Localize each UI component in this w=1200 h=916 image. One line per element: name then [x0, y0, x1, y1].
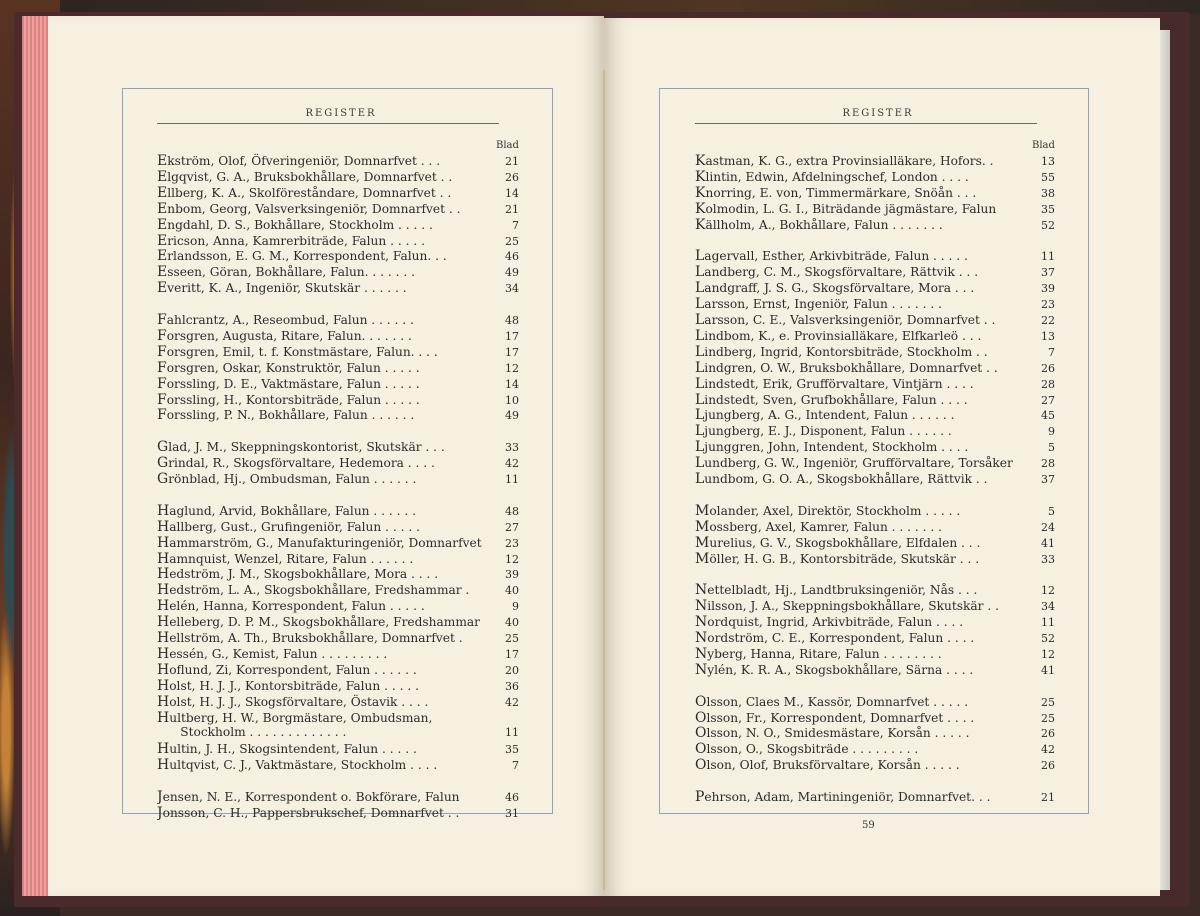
register-entry	[157, 217, 519, 233]
entry-page-number: 35	[1041, 202, 1055, 216]
entry-name: Olsson, N. O., Smidesmästare, Korsån . . . . .	[695, 725, 970, 742]
entry-name: Holst, H. J. J., Skogsförvaltare, Östavik . . . .	[157, 693, 429, 710]
entry-page-number: 39	[1041, 282, 1055, 296]
register-entry	[695, 757, 1055, 773]
entry-name: Lindstedt, Sven, Grufbokhållare, Falun . . . .	[695, 391, 968, 408]
entry-page-number: 12	[1041, 584, 1055, 598]
right-page-header: REGISTER	[842, 108, 914, 119]
register-entry	[695, 360, 1055, 376]
register-entry	[695, 153, 1055, 169]
register-entry	[157, 153, 519, 169]
entry-page-number: 7	[512, 759, 519, 773]
entry-page-number: 26	[505, 170, 519, 184]
entry-page-number: 41	[1041, 663, 1055, 677]
entry-name: Landgraff, J. S. G., Skogsförvaltare, Mora . . .	[695, 280, 975, 297]
register-entry	[157, 725, 519, 741]
register-entry	[157, 471, 519, 487]
register-entry	[695, 614, 1055, 630]
entry-page-number: 20	[505, 663, 519, 677]
register-entry	[157, 694, 519, 710]
register-entry	[157, 535, 519, 551]
entry-page-number: 33	[1041, 552, 1055, 566]
entry-page-number: 25	[505, 234, 519, 248]
entry-name: Holst, H. J. J., Kontorsbiträde, Falun . . . . .	[157, 677, 419, 694]
entry-name: Ljungberg, E. J., Disponent, Falun . . . . . .	[695, 423, 952, 440]
register-entry	[157, 566, 519, 582]
entry-page-number: 28	[1041, 377, 1055, 391]
entry-name: Haglund, Arvid, Bokhållare, Falun . . . . . .	[157, 502, 417, 519]
entry-page-number: 14	[505, 377, 519, 391]
entry-name: Hedström, J. M., Skogsbokhållare, Mora . . . .	[157, 566, 439, 583]
register-entry	[157, 185, 519, 201]
entry-page-number: 37	[1041, 266, 1055, 280]
entry-name: Klintin, Edwin, Afdelningschef, London . . . .	[695, 168, 969, 185]
register-entry	[157, 662, 519, 678]
entry-name: Forssling, D. E., Vaktmästare, Falun . . . . .	[157, 375, 420, 392]
entry-page-number: 41	[1041, 536, 1055, 550]
register-entry	[157, 710, 519, 726]
entry-page-number: 17	[505, 345, 519, 359]
register-entry	[695, 328, 1055, 344]
register-entry	[695, 694, 1055, 710]
register-entry	[695, 376, 1055, 392]
entry-page-number: 48	[505, 314, 519, 327]
entry-name: Nordquist, Ingrid, Arkivbiträde, Falun . . . .	[695, 614, 964, 631]
entry-name: Everitt, K. A., Ingeniör, Skutskär . . . . . .	[157, 280, 407, 297]
entry-name: Lindgren, O. W., Bruksbokhållare, Domnarfvet . .	[695, 359, 998, 376]
entry-name: Knorring, E. von, Timmermärkare, Snöån . . .	[695, 184, 977, 201]
entry-page-number: 52	[1041, 632, 1055, 645]
entry-name: Olson, Olof, Bruksförvaltare, Korsån . . . . .	[695, 757, 960, 774]
register-entry	[157, 201, 519, 217]
entry-name: Hultqvist, C. J., Vaktmästare, Stockholm . . . .	[157, 757, 438, 774]
entry-name: Ericson, Anna, Kamrerbiträde, Falun . . . . .	[157, 232, 425, 249]
entry-page-number: 34	[1041, 600, 1055, 614]
register-entry	[157, 407, 519, 423]
register-entry	[157, 757, 519, 773]
entry-page-number: 39	[505, 568, 519, 582]
register-entry	[695, 535, 1055, 551]
binding-thread	[601, 70, 607, 890]
entry-name: Forssling, H., Kontorsbiträde, Falun . . . . .	[157, 391, 420, 408]
entry-name: Grönblad, Hj., Ombudsman, Falun . . . . . .	[157, 471, 417, 487]
entry-page-number: 25	[505, 632, 519, 645]
entry-page-number: 10	[505, 393, 519, 407]
entry-name: Lindberg, Ingrid, Kontorsbiträde, Stockholm . .	[695, 343, 988, 360]
entry-page-number: 12	[505, 361, 519, 375]
entry-page-number: 42	[505, 457, 519, 471]
register-entry	[157, 741, 519, 757]
left-header-rule	[157, 123, 499, 124]
entry-page-number: 11	[1041, 250, 1055, 264]
entry-page-number: 45	[1041, 409, 1055, 423]
entry-name: Pehrson, Adam, Martiningeniör, Domnarfvet. . .	[695, 789, 991, 805]
entry-page-number: 11	[505, 726, 519, 740]
entry-page-number: 49	[505, 409, 519, 423]
register-entry	[695, 630, 1055, 646]
register-entry	[157, 392, 519, 408]
entry-page-number: 42	[1041, 743, 1055, 757]
entry-name: Lundberg, G. W., Ingeniör, Grufförvaltare, Torsåker	[695, 455, 1013, 472]
entry-name: Larsson, C. E., Valsverksingeniör, Domnarfvet . .	[695, 312, 996, 328]
entry-page-number: 5	[1048, 441, 1055, 455]
register-entry	[157, 630, 519, 646]
entry-page-number: 38	[1041, 186, 1055, 200]
entry-page-number: 9	[1048, 425, 1055, 439]
register-entry	[157, 789, 519, 805]
entry-page-number: 22	[1041, 314, 1055, 327]
register-entry	[157, 678, 519, 694]
entry-page-number: 13	[1041, 329, 1055, 343]
register-entry	[157, 376, 519, 392]
entry-name: Lagervall, Esther, Arkivbiträde, Falun . . . . .	[695, 248, 968, 265]
entry-page-number: 49	[505, 266, 519, 280]
entry-name: Möller, H. G. B., Kontorsbiträde, Skutskär . . .	[695, 550, 980, 567]
entry-name: Forssling, P. N., Bokhållare, Falun . . . . . .	[157, 407, 415, 424]
entry-name: Hamnquist, Wenzel, Ritare, Falun . . . . . .	[157, 550, 414, 567]
entry-name: Hammarström, G., Manufakturingeniör, Domnarfvet	[157, 534, 482, 551]
entry-page-number: 48	[505, 504, 519, 518]
entry-page-number: 26	[1041, 361, 1055, 375]
register-entry	[157, 312, 519, 328]
entry-page-number: 42	[505, 695, 519, 709]
register-entry	[157, 614, 519, 630]
entry-page-number: 40	[505, 616, 519, 630]
register-entry	[695, 439, 1055, 455]
register-entry	[695, 725, 1055, 741]
entry-page-number: 46	[505, 250, 519, 264]
entry-name: Hultberg, H. W., Borgmästare, Ombudsman,	[157, 709, 433, 726]
register-entry	[695, 185, 1055, 201]
entry-name: Esseen, Göran, Bokhållare, Falun. . . . . . .	[157, 264, 416, 281]
entry-page-number: 36	[505, 679, 519, 693]
right-header-rule	[695, 123, 1037, 124]
entry-name: Engdahl, D. S., Bokhållare, Stockholm . . . . .	[157, 216, 433, 233]
entry-page-number: 33	[505, 441, 519, 455]
page-number: 59	[862, 820, 875, 831]
entry-name: Forsgren, Augusta, Ritare, Falun. . . . . . .	[157, 327, 412, 344]
entry-name: Hallberg, Gust., Grufingeniör, Falun . . . . .	[157, 518, 420, 535]
register-entry	[157, 646, 519, 662]
entry-page-number: 12	[505, 552, 519, 566]
register-entry	[157, 328, 519, 344]
entry-name: Murelius, G. V., Skogsbokhållare, Elfdalen . . .	[695, 534, 981, 551]
entry-name: Jensen, N. E., Korrespondent o. Bokförare, Falun	[157, 789, 460, 805]
register-entry	[695, 598, 1055, 614]
entry-name: Källholm, A., Bokhållare, Falun . . . . . . .	[695, 216, 943, 233]
entry-name: Molander, Axel, Direktör, Stockholm . . . . .	[695, 502, 961, 519]
register-entry	[695, 344, 1055, 360]
entry-page-number: 24	[1041, 520, 1055, 534]
entry-page-number: 34	[505, 282, 519, 296]
register-entry	[695, 248, 1055, 264]
entry-page-number: 37	[1041, 473, 1055, 486]
entry-name: Ljunggren, John, Intendent, Stockholm . . . .	[695, 439, 969, 456]
entry-name: Hoflund, Zi, Korrespondent, Falun . . . . . .	[157, 661, 417, 678]
register-entry	[695, 264, 1055, 280]
entry-page-number: 26	[1041, 759, 1055, 773]
entry-name: Enbom, Georg, Valsverksingeniör, Domnarfvet . .	[157, 200, 461, 217]
register-entry	[695, 296, 1055, 312]
register-entry	[157, 519, 519, 535]
register-entry	[157, 344, 519, 360]
entry-name: Landberg, C. M., Skogsförvaltare, Rättvik . . .	[695, 264, 979, 281]
entry-page-number: 52	[1041, 218, 1055, 232]
entry-page-number: 23	[1041, 298, 1055, 312]
entry-name: Kolmodin, L. G. I., Biträdande jägmästare, Falun	[695, 200, 997, 217]
register-entry	[157, 598, 519, 614]
entry-page-number: 27	[1041, 393, 1055, 407]
entry-name: Nordström, C. E., Korrespondent, Falun . . . .	[695, 630, 975, 646]
entry-name: Erlandsson, E. G. M., Korrespondent, Falun. . .	[157, 248, 447, 265]
entry-name: Lindstedt, Erik, Grufförvaltare, Vintjärn . . . .	[695, 375, 974, 392]
entry-name: Hedström, L. A., Skogsbokhållare, Fredshammar .	[157, 582, 470, 599]
right-blad-label: Blad	[1032, 140, 1055, 151]
register-entry	[695, 392, 1055, 408]
register-entry	[695, 551, 1055, 567]
entry-page-number: 12	[1041, 647, 1055, 661]
entry-page-number: 55	[1041, 170, 1055, 184]
entry-page-number: 21	[505, 202, 519, 216]
entry-name: Ekström, Olof, Öfveringeniör, Domnarfvet . . .	[157, 153, 441, 169]
entry-page-number: 17	[505, 329, 519, 343]
entry-page-number: 9	[512, 600, 519, 614]
register-entry	[695, 423, 1055, 439]
register-entry	[695, 519, 1055, 535]
entry-name: Nylén, K. R. A., Skogsbokhållare, Särna . . . .	[695, 661, 974, 678]
register-entry	[695, 407, 1055, 423]
entry-page-number: 11	[505, 473, 519, 486]
left-blad-label: Blad	[496, 140, 519, 151]
entry-name: Stockholm . . . . . . . . . . . . .	[157, 725, 347, 740]
register-entry	[157, 280, 519, 296]
entry-name: Helleberg, D. P. M., Skogsbokhållare, Fredshammar	[157, 614, 480, 631]
entry-page-number: 14	[505, 186, 519, 200]
entry-name: Hellström, A. Th., Bruksbokhållare, Domnarfvet .	[157, 630, 463, 646]
register-entry	[157, 439, 519, 455]
register-entry	[695, 741, 1055, 757]
register-entry	[157, 360, 519, 376]
entry-page-number: 46	[505, 791, 519, 804]
entry-page-number: 28	[1041, 457, 1055, 471]
entry-page-number: 27	[505, 520, 519, 534]
entry-page-number: 21	[505, 155, 519, 168]
entry-name: Hultin, J. H., Skogsintendent, Falun . . . . .	[157, 741, 417, 758]
entry-name: Mossberg, Axel, Kamrer, Falun . . . . . . .	[695, 518, 943, 535]
entry-name: Fahlcrantz, A., Reseombud, Falun . . . . . .	[157, 312, 414, 328]
register-entry	[157, 455, 519, 471]
entry-page-number: 40	[505, 584, 519, 598]
entry-page-number: 5	[1048, 504, 1055, 518]
register-entry	[157, 264, 519, 280]
register-entry	[157, 233, 519, 249]
entry-page-number: 26	[1041, 727, 1055, 741]
entry-name: Ellberg, K. A., Skolföreståndare, Domnarfvet . .	[157, 184, 452, 201]
entry-page-number: 31	[505, 806, 519, 820]
entry-page-number: 23	[505, 536, 519, 550]
entry-name: Ljungberg, A. G., Intendent, Falun . . . . . .	[695, 407, 955, 424]
register-entry	[695, 280, 1055, 296]
register-entry	[157, 805, 519, 821]
entry-page-number: 25	[1041, 695, 1055, 709]
entry-name: Lundbom, G. O. A., Skogsbokhållare, Rättvik . .	[695, 471, 988, 487]
register-entry	[695, 312, 1055, 328]
register-entry	[157, 169, 519, 185]
entry-page-number: 11	[1041, 616, 1055, 630]
register-entry	[157, 248, 519, 264]
right-page-edges	[1160, 30, 1170, 890]
entry-name: Elgqvist, G. A., Bruksbokhållare, Domnarfvet . .	[157, 168, 453, 185]
register-entry	[695, 169, 1055, 185]
entry-name: Helén, Hanna, Korrespondent, Falun . . . . .	[157, 598, 425, 615]
register-entry	[695, 710, 1055, 726]
entry-page-number: 35	[505, 743, 519, 757]
register-entry	[157, 503, 519, 519]
entry-name: Glad, J. M., Skeppningskontorist, Skutskär . . .	[157, 439, 445, 456]
entry-name: Hessén, G., Kemist, Falun . . . . . . . . .	[157, 645, 388, 662]
register-entry	[695, 582, 1055, 598]
register-entry	[695, 217, 1055, 233]
entry-page-number: 13	[1041, 155, 1055, 168]
register-entry	[695, 789, 1055, 805]
entry-name: Forsgren, Oskar, Konstruktör, Falun . . . . .	[157, 359, 420, 376]
register-entry	[695, 503, 1055, 519]
entry-name: Olsson, Fr., Korrespondent, Domnarfvet . . . .	[695, 709, 975, 726]
entry-page-number: 7	[1048, 345, 1055, 359]
entry-name: Lindbom, K., e. Provinsialläkare, Elfkarleö . . .	[695, 327, 982, 344]
register-entry	[695, 201, 1055, 217]
entry-name: Jonsson, C. H., Pappersbrukschef, Domnarfvet . .	[157, 804, 460, 821]
entry-name: Grindal, R., Skogsförvaltare, Hedemora . . . .	[157, 455, 435, 472]
entry-page-number: 25	[1041, 711, 1055, 725]
entry-name: Kastman, K. G., extra Provinsialläkare, Hofors. .	[695, 153, 994, 169]
entry-name: Forsgren, Emil, t. f. Konstmästare, Falun. . . .	[157, 343, 438, 360]
entry-name: Larsson, Ernst, Ingeniör, Falun . . . . . . .	[695, 296, 943, 313]
register-entry	[157, 582, 519, 598]
entry-name: Olsson, O., Skogsbiträde . . . . . . . . .	[695, 741, 919, 758]
entry-page-number: 17	[505, 647, 519, 661]
left-page-header: REGISTER	[305, 108, 377, 119]
register-entry	[695, 662, 1055, 678]
register-entry	[695, 471, 1055, 487]
entry-name: Nettelbladt, Hj., Landtbruksingeniör, Nås . . .	[695, 582, 978, 599]
register-entry	[157, 551, 519, 567]
register-entry	[695, 455, 1055, 471]
entry-name: Nyberg, Hanna, Ritare, Falun . . . . . . . .	[695, 645, 942, 662]
entry-page-number: 21	[1041, 791, 1055, 804]
entry-name: Nilsson, J. A., Skeppningsbokhållare, Skutskär . .	[695, 598, 999, 615]
entry-name: Olsson, Claes M., Kassör, Domnarfvet . . . . .	[695, 693, 969, 710]
entry-page-number: 7	[512, 218, 519, 232]
register-entry	[695, 646, 1055, 662]
